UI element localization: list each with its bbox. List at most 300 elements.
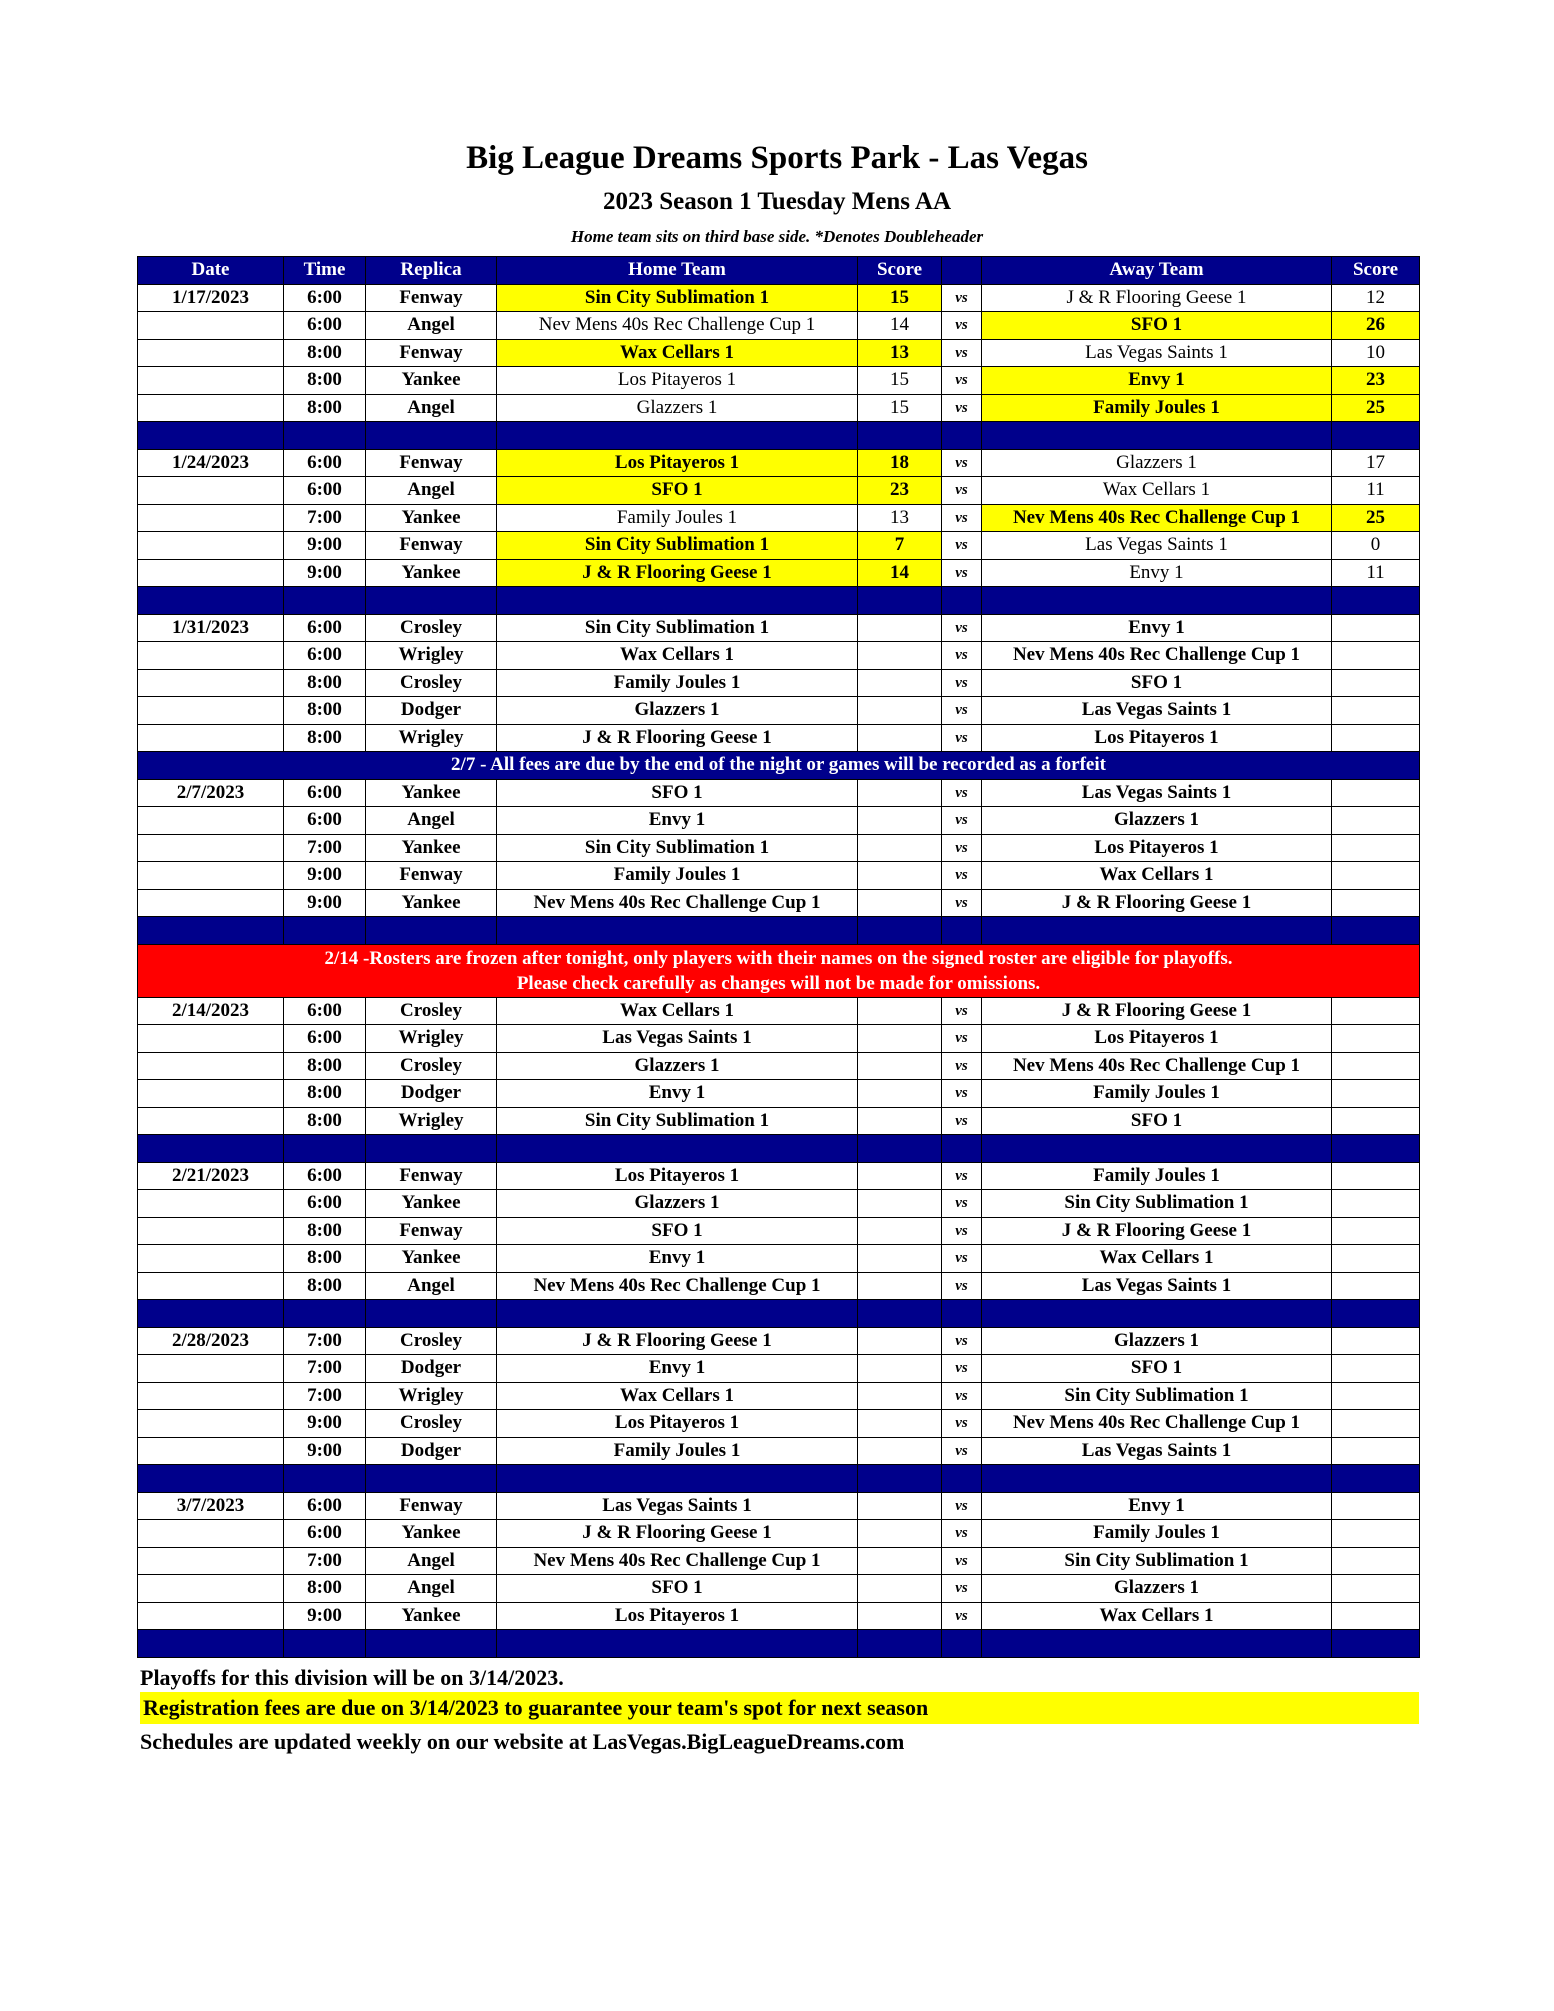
- date-cell: 2/28/2023: [138, 1327, 284, 1355]
- separator-cell: [942, 422, 982, 450]
- separator-cell: [858, 1465, 942, 1493]
- field-cell: Crosley: [366, 1327, 497, 1355]
- vs-cell: vs: [942, 394, 982, 422]
- field-cell: Fenway: [366, 449, 497, 477]
- vs-cell: vs: [942, 339, 982, 367]
- week-separator-row: [138, 1465, 1420, 1493]
- home-score-cell: [858, 1107, 942, 1135]
- away-team-cell: J & R Flooring Geese 1: [982, 1217, 1332, 1245]
- separator-cell: [497, 1465, 858, 1493]
- game-row: [138, 1080, 1420, 1108]
- separator-cell: [497, 1135, 858, 1163]
- field-cell: Crosley: [366, 997, 497, 1025]
- away-score-cell: 23: [1332, 367, 1420, 395]
- col-vs-header: [942, 257, 982, 285]
- home-score-cell: 13: [858, 339, 942, 367]
- away-team-cell: Glazzers 1: [982, 449, 1332, 477]
- separator-cell: [366, 1465, 497, 1493]
- vs-cell: vs: [942, 559, 982, 587]
- date-cell: 3/7/2023: [138, 1492, 284, 1520]
- game-row: [138, 1190, 1420, 1218]
- field-cell: Fenway: [366, 1162, 497, 1190]
- separator-cell: [982, 1630, 1332, 1658]
- time-cell: 8:00: [284, 724, 366, 752]
- away-score-cell: [1332, 614, 1420, 642]
- home-team-cell: J & R Flooring Geese 1: [497, 1327, 858, 1355]
- field-cell: Wrigley: [366, 1025, 497, 1053]
- home-team-cell: Sin City Sublimation 1: [497, 532, 858, 560]
- field-cell: Yankee: [366, 1520, 497, 1548]
- game-row: [138, 367, 1420, 395]
- game-row: [138, 697, 1420, 725]
- game-row: [138, 284, 1420, 312]
- date-cell: [138, 367, 284, 395]
- away-score-cell: [1332, 724, 1420, 752]
- away-team-cell: J & R Flooring Geese 1: [982, 997, 1332, 1025]
- date-cell: 2/7/2023: [138, 779, 284, 807]
- time-cell: 9:00: [284, 559, 366, 587]
- game-row: [138, 1382, 1420, 1410]
- time-cell: 9:00: [284, 1410, 366, 1438]
- home-score-cell: [858, 669, 942, 697]
- home-team-cell: Nev Mens 40s Rec Challenge Cup 1: [497, 889, 858, 917]
- home-score-cell: 7: [858, 532, 942, 560]
- time-cell: 6:00: [284, 1190, 366, 1218]
- home-score-cell: 14: [858, 312, 942, 340]
- vs-cell: vs: [942, 1327, 982, 1355]
- field-cell: Yankee: [366, 779, 497, 807]
- separator-cell: [138, 1630, 284, 1658]
- game-row: [138, 862, 1420, 890]
- game-row: [138, 312, 1420, 340]
- away-score-cell: 11: [1332, 559, 1420, 587]
- separator-cell: [138, 587, 284, 615]
- schedule-body: [138, 284, 1420, 1657]
- home-score-cell: [858, 1162, 942, 1190]
- away-team-cell: Envy 1: [982, 614, 1332, 642]
- separator-cell: [284, 587, 366, 615]
- vs-cell: vs: [942, 1437, 982, 1465]
- time-cell: 7:00: [284, 504, 366, 532]
- away-team-cell: J & R Flooring Geese 1: [982, 284, 1332, 312]
- date-cell: 2/21/2023: [138, 1162, 284, 1190]
- vs-cell: vs: [942, 1190, 982, 1218]
- home-score-cell: 18: [858, 449, 942, 477]
- away-score-cell: [1332, 1025, 1420, 1053]
- home-team-cell: Family Joules 1: [497, 669, 858, 697]
- away-score-cell: [1332, 1080, 1420, 1108]
- home-score-cell: [858, 1245, 942, 1273]
- away-team-cell: Sin City Sublimation 1: [982, 1547, 1332, 1575]
- game-row: [138, 532, 1420, 560]
- away-score-cell: [1332, 1245, 1420, 1273]
- home-team-cell: Nev Mens 40s Rec Challenge Cup 1: [497, 312, 858, 340]
- separator-cell: [1332, 1300, 1420, 1328]
- home-score-cell: [858, 1080, 942, 1108]
- away-team-cell: J & R Flooring Geese 1: [982, 889, 1332, 917]
- game-row: [138, 834, 1420, 862]
- separator-cell: [366, 587, 497, 615]
- time-cell: 6:00: [284, 807, 366, 835]
- date-cell: [138, 1602, 284, 1630]
- away-score-cell: [1332, 697, 1420, 725]
- time-cell: 7:00: [284, 1327, 366, 1355]
- week-separator-row: [138, 1630, 1420, 1658]
- away-score-cell: [1332, 834, 1420, 862]
- vs-cell: vs: [942, 1080, 982, 1108]
- time-cell: 6:00: [284, 312, 366, 340]
- separator-cell: [138, 1300, 284, 1328]
- date-cell: [138, 1382, 284, 1410]
- date-cell: [138, 724, 284, 752]
- away-team-cell: SFO 1: [982, 669, 1332, 697]
- field-cell: Crosley: [366, 1410, 497, 1438]
- away-team-cell: Las Vegas Saints 1: [982, 339, 1332, 367]
- game-row: [138, 1272, 1420, 1300]
- field-cell: Dodger: [366, 1080, 497, 1108]
- away-score-cell: 0: [1332, 532, 1420, 560]
- away-score-cell: [1332, 1162, 1420, 1190]
- field-cell: Angel: [366, 477, 497, 505]
- time-cell: 6:00: [284, 779, 366, 807]
- game-row: [138, 1025, 1420, 1053]
- home-score-cell: [858, 724, 942, 752]
- home-team-cell: Family Joules 1: [497, 1437, 858, 1465]
- time-cell: 6:00: [284, 1162, 366, 1190]
- date-cell: [138, 1410, 284, 1438]
- away-team-cell: Family Joules 1: [982, 1162, 1332, 1190]
- separator-cell: [942, 587, 982, 615]
- home-team-cell: Envy 1: [497, 1080, 858, 1108]
- separator-cell: [366, 1135, 497, 1163]
- time-cell: 8:00: [284, 669, 366, 697]
- home-score-cell: [858, 1602, 942, 1630]
- date-cell: [138, 394, 284, 422]
- away-score-cell: [1332, 669, 1420, 697]
- home-score-cell: [858, 1052, 942, 1080]
- time-cell: 8:00: [284, 394, 366, 422]
- col-away-score-header: Score: [1332, 257, 1420, 285]
- field-cell: Fenway: [366, 862, 497, 890]
- vs-cell: vs: [942, 724, 982, 752]
- away-score-cell: [1332, 1437, 1420, 1465]
- field-cell: Yankee: [366, 834, 497, 862]
- home-score-cell: 15: [858, 284, 942, 312]
- time-cell: 8:00: [284, 339, 366, 367]
- week-separator-row: [138, 1135, 1420, 1163]
- game-row: [138, 724, 1420, 752]
- notice-row: [138, 944, 1420, 997]
- home-team-cell: J & R Flooring Geese 1: [497, 724, 858, 752]
- vs-cell: vs: [942, 1052, 982, 1080]
- separator-cell: [138, 422, 284, 450]
- col-home-team-header: Home Team: [497, 257, 858, 285]
- date-cell: [138, 1547, 284, 1575]
- field-cell: Yankee: [366, 367, 497, 395]
- schedule-table: [137, 256, 1420, 1658]
- separator-cell: [982, 1300, 1332, 1328]
- home-score-cell: [858, 1190, 942, 1218]
- away-team-cell: Family Joules 1: [982, 1520, 1332, 1548]
- field-cell: Crosley: [366, 1052, 497, 1080]
- home-team-cell: Las Vegas Saints 1: [497, 1492, 858, 1520]
- game-row: [138, 779, 1420, 807]
- away-score-cell: [1332, 779, 1420, 807]
- separator-cell: [982, 587, 1332, 615]
- vs-cell: vs: [942, 697, 982, 725]
- col-date-header: Date: [138, 257, 284, 285]
- week-separator-row: [138, 917, 1420, 945]
- away-team-cell: Las Vegas Saints 1: [982, 779, 1332, 807]
- field-cell: Fenway: [366, 1217, 497, 1245]
- vs-cell: vs: [942, 449, 982, 477]
- field-cell: Yankee: [366, 1245, 497, 1273]
- separator-cell: [858, 587, 942, 615]
- away-score-cell: [1332, 1382, 1420, 1410]
- field-cell: Wrigley: [366, 1382, 497, 1410]
- home-score-cell: 14: [858, 559, 942, 587]
- game-row: [138, 807, 1420, 835]
- vs-cell: vs: [942, 834, 982, 862]
- game-row: [138, 1547, 1420, 1575]
- vs-cell: vs: [942, 504, 982, 532]
- home-score-cell: [858, 697, 942, 725]
- vs-cell: vs: [942, 1245, 982, 1273]
- home-team-cell: Los Pitayeros 1: [497, 1410, 858, 1438]
- vs-cell: vs: [942, 532, 982, 560]
- field-cell: Angel: [366, 1575, 497, 1603]
- separator-cell: [1332, 1135, 1420, 1163]
- game-row: [138, 669, 1420, 697]
- away-score-cell: 10: [1332, 339, 1420, 367]
- game-row: [138, 997, 1420, 1025]
- home-score-cell: [858, 1382, 942, 1410]
- away-team-cell: Los Pitayeros 1: [982, 834, 1332, 862]
- time-cell: 6:00: [284, 1492, 366, 1520]
- away-team-cell: Family Joules 1: [982, 1080, 1332, 1108]
- date-cell: [138, 1052, 284, 1080]
- notice-text-line-2: Please check carefully as changes will not be made for omissions.: [516, 972, 1041, 994]
- home-team-cell: Los Pitayeros 1: [497, 449, 858, 477]
- away-team-cell: Envy 1: [982, 367, 1332, 395]
- field-cell: Fenway: [366, 532, 497, 560]
- separator-cell: [366, 917, 497, 945]
- separator-cell: [1332, 1465, 1420, 1493]
- separator-cell: [366, 1300, 497, 1328]
- separator-cell: [284, 422, 366, 450]
- date-cell: [138, 1520, 284, 1548]
- field-cell: Yankee: [366, 1190, 497, 1218]
- field-cell: Wrigley: [366, 642, 497, 670]
- separator-cell: [497, 422, 858, 450]
- time-cell: 6:00: [284, 449, 366, 477]
- time-cell: 7:00: [284, 1382, 366, 1410]
- vs-cell: vs: [942, 997, 982, 1025]
- game-row: [138, 504, 1420, 532]
- field-cell: Dodger: [366, 1437, 497, 1465]
- away-score-cell: [1332, 1272, 1420, 1300]
- time-cell: 8:00: [284, 1575, 366, 1603]
- field-cell: Crosley: [366, 614, 497, 642]
- away-score-cell: [1332, 642, 1420, 670]
- home-score-cell: [858, 1025, 942, 1053]
- home-team-cell: Glazzers 1: [497, 697, 858, 725]
- game-row: [138, 1520, 1420, 1548]
- separator-cell: [497, 587, 858, 615]
- time-cell: 6:00: [284, 477, 366, 505]
- separator-cell: [858, 1135, 942, 1163]
- game-row: [138, 1052, 1420, 1080]
- away-score-cell: [1332, 807, 1420, 835]
- time-cell: 8:00: [284, 1052, 366, 1080]
- vs-cell: vs: [942, 642, 982, 670]
- week-separator-row: [138, 1300, 1420, 1328]
- home-score-cell: [858, 1217, 942, 1245]
- home-team-cell: Wax Cellars 1: [497, 339, 858, 367]
- date-cell: 1/17/2023: [138, 284, 284, 312]
- game-row: [138, 642, 1420, 670]
- home-score-cell: [858, 779, 942, 807]
- home-team-cell: Los Pitayeros 1: [497, 367, 858, 395]
- separator-cell: [497, 1300, 858, 1328]
- separator-cell: [138, 917, 284, 945]
- away-team-cell: Las Vegas Saints 1: [982, 1272, 1332, 1300]
- separator-cell: [284, 1465, 366, 1493]
- away-score-cell: [1332, 1492, 1420, 1520]
- col-away-team-header: Away Team: [982, 257, 1332, 285]
- field-cell: Yankee: [366, 889, 497, 917]
- vs-cell: vs: [942, 367, 982, 395]
- separator-cell: [366, 1630, 497, 1658]
- time-cell: 6:00: [284, 284, 366, 312]
- away-team-cell: Glazzers 1: [982, 807, 1332, 835]
- away-team-cell: Envy 1: [982, 1492, 1332, 1520]
- vs-cell: vs: [942, 1575, 982, 1603]
- time-cell: 9:00: [284, 532, 366, 560]
- table-header-row: [138, 257, 1420, 285]
- home-team-cell: SFO 1: [497, 1217, 858, 1245]
- separator-cell: [138, 1465, 284, 1493]
- away-score-cell: [1332, 889, 1420, 917]
- home-score-cell: [858, 1327, 942, 1355]
- away-team-cell: Wax Cellars 1: [982, 477, 1332, 505]
- home-team-cell: SFO 1: [497, 1575, 858, 1603]
- home-score-cell: [858, 889, 942, 917]
- away-team-cell: SFO 1: [982, 1355, 1332, 1383]
- playoffs-note: Playoffs for this division will be on 3/14/2023.: [140, 1665, 564, 1690]
- date-cell: [138, 862, 284, 890]
- game-row: [138, 559, 1420, 587]
- vs-cell: vs: [942, 807, 982, 835]
- time-cell: 9:00: [284, 1602, 366, 1630]
- away-score-cell: [1332, 1107, 1420, 1135]
- field-cell: Fenway: [366, 1492, 497, 1520]
- home-score-cell: [858, 1355, 942, 1383]
- home-score-cell: [858, 1575, 942, 1603]
- date-cell: [138, 1437, 284, 1465]
- vs-cell: vs: [942, 1025, 982, 1053]
- away-team-cell: SFO 1: [982, 312, 1332, 340]
- separator-cell: [497, 917, 858, 945]
- vs-cell: vs: [942, 312, 982, 340]
- home-team-cell: Sin City Sublimation 1: [497, 834, 858, 862]
- separator-cell: [497, 1630, 858, 1658]
- page-subtitle: 2023 Season 1 Tuesday Mens AA: [603, 188, 951, 215]
- date-cell: [138, 697, 284, 725]
- time-cell: 7:00: [284, 1547, 366, 1575]
- notice-row: [138, 752, 1420, 780]
- vs-cell: vs: [942, 1272, 982, 1300]
- home-team-cell: Sin City Sublimation 1: [497, 1107, 858, 1135]
- away-score-cell: [1332, 997, 1420, 1025]
- field-cell: Angel: [366, 394, 497, 422]
- away-score-cell: [1332, 1355, 1420, 1383]
- away-team-cell: Los Pitayeros 1: [982, 1025, 1332, 1053]
- col-home-score-header: Score: [858, 257, 942, 285]
- date-cell: [138, 1245, 284, 1273]
- home-team-cell: Envy 1: [497, 1355, 858, 1383]
- separator-cell: [942, 917, 982, 945]
- home-score-cell: [858, 614, 942, 642]
- home-team-cell: Nev Mens 40s Rec Challenge Cup 1: [497, 1547, 858, 1575]
- separator-cell: [982, 917, 1332, 945]
- separator-cell: [982, 422, 1332, 450]
- home-team-cell: Glazzers 1: [497, 394, 858, 422]
- away-score-cell: [1332, 1052, 1420, 1080]
- game-row: [138, 1327, 1420, 1355]
- game-row: [138, 394, 1420, 422]
- date-cell: 1/24/2023: [138, 449, 284, 477]
- away-team-cell: Las Vegas Saints 1: [982, 1437, 1332, 1465]
- separator-cell: [942, 1630, 982, 1658]
- notice-cell: [138, 944, 1420, 997]
- time-cell: 8:00: [284, 367, 366, 395]
- field-cell: Fenway: [366, 339, 497, 367]
- registration-note: Registration fees are due on 3/14/2023 to guarantee your team's spot for next season: [140, 1692, 1419, 1724]
- away-score-cell: [1332, 1190, 1420, 1218]
- separator-cell: [858, 422, 942, 450]
- field-cell: Wrigley: [366, 724, 497, 752]
- game-row: [138, 1602, 1420, 1630]
- vs-cell: vs: [942, 1382, 982, 1410]
- away-score-cell: [1332, 1217, 1420, 1245]
- home-score-cell: 13: [858, 504, 942, 532]
- away-team-cell: Sin City Sublimation 1: [982, 1190, 1332, 1218]
- separator-cell: [284, 917, 366, 945]
- away-team-cell: Wax Cellars 1: [982, 1602, 1332, 1630]
- home-score-cell: 15: [858, 394, 942, 422]
- notice-cell: [138, 752, 1420, 780]
- home-team-cell: Glazzers 1: [497, 1052, 858, 1080]
- date-cell: [138, 312, 284, 340]
- date-cell: [138, 669, 284, 697]
- home-score-cell: [858, 807, 942, 835]
- vs-cell: vs: [942, 1162, 982, 1190]
- vs-cell: vs: [942, 779, 982, 807]
- game-row: [138, 889, 1420, 917]
- separator-cell: [284, 1630, 366, 1658]
- field-cell: Wrigley: [366, 1107, 497, 1135]
- away-score-cell: [1332, 1547, 1420, 1575]
- date-cell: [138, 1107, 284, 1135]
- week-separator-row: [138, 587, 1420, 615]
- time-cell: 8:00: [284, 1080, 366, 1108]
- home-team-cell: Los Pitayeros 1: [497, 1162, 858, 1190]
- home-team-cell: Glazzers 1: [497, 1190, 858, 1218]
- separator-cell: [1332, 422, 1420, 450]
- separator-cell: [858, 917, 942, 945]
- separator-cell: [942, 1465, 982, 1493]
